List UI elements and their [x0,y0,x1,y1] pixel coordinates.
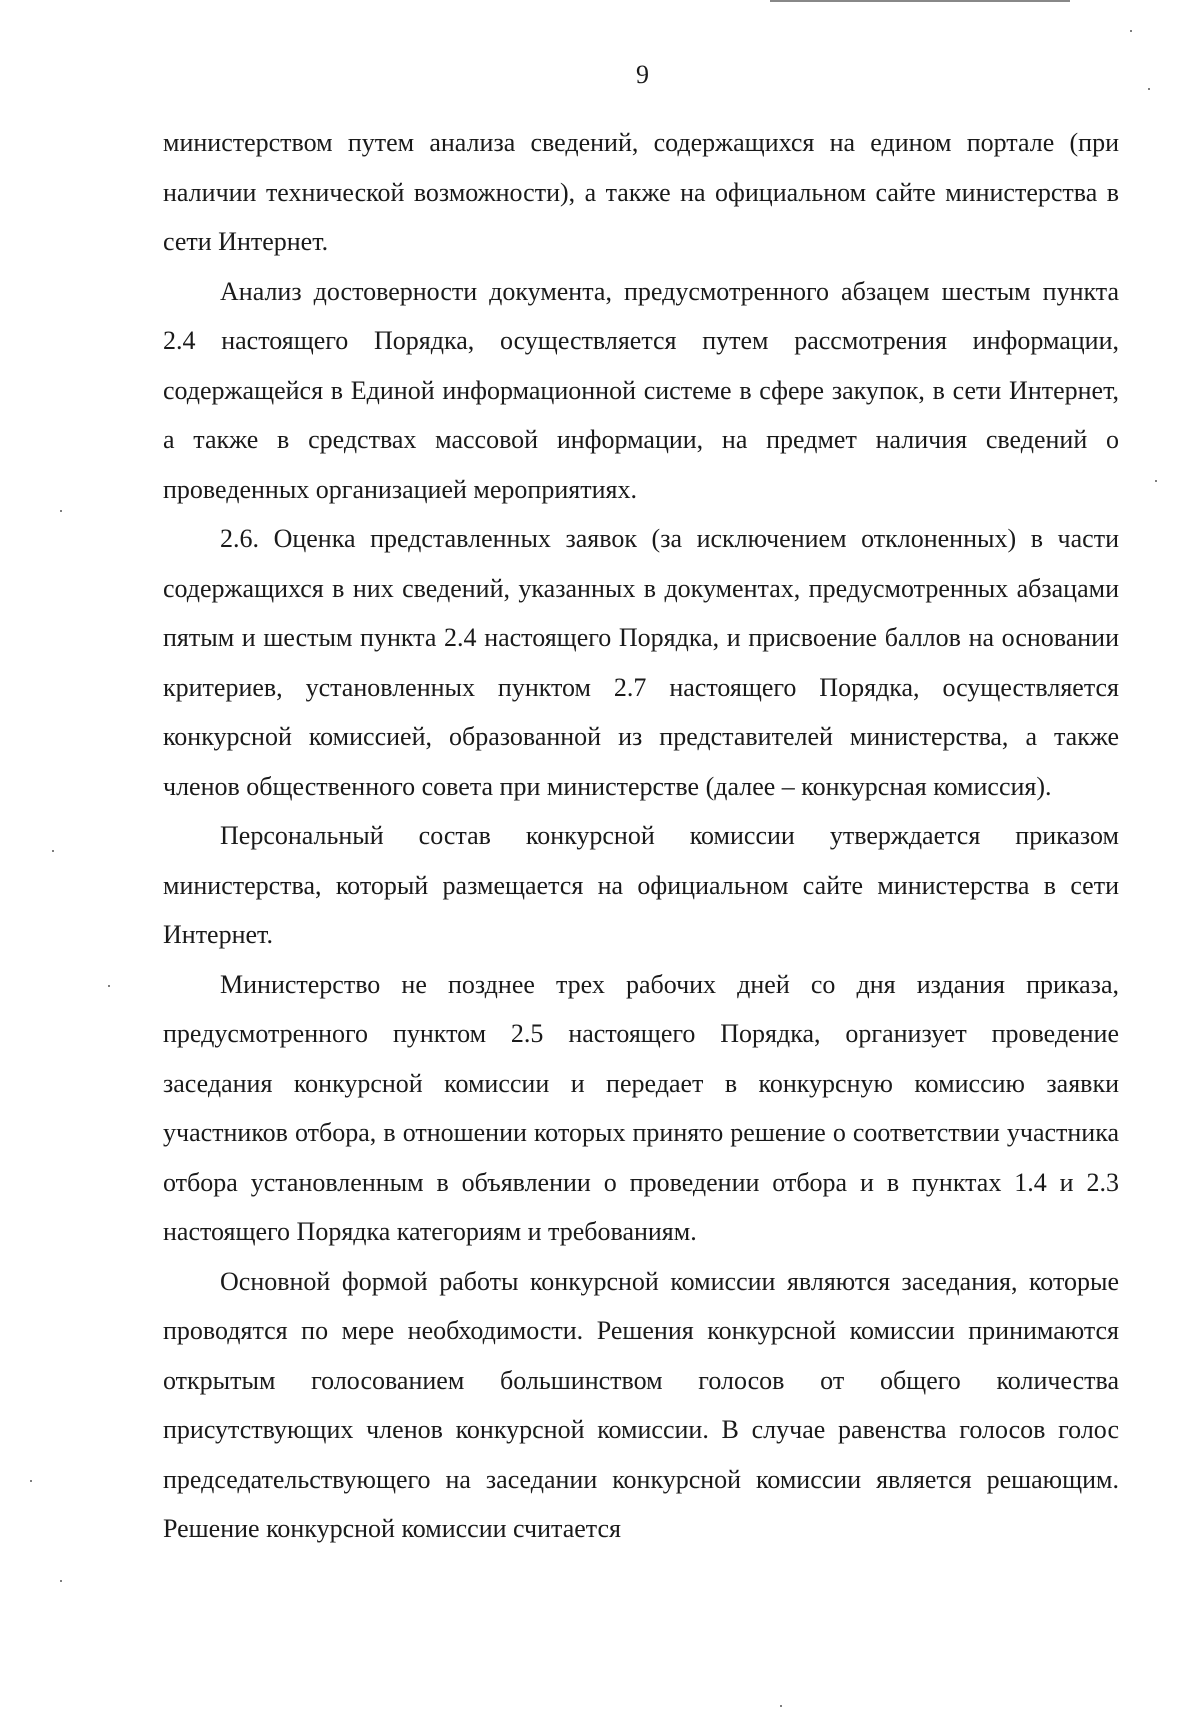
scan-speck [780,1705,782,1707]
scan-speck [60,510,62,512]
top-edge-rule [770,0,1070,2]
scan-speck [1148,88,1150,90]
scan-speck [52,850,54,852]
scan-speck [30,1480,32,1482]
paragraph-analysis: Анализ достоверности документа, предусмотренного абзацем шестым пункта 2.4 настоящего Порядка, осуществляется путем рассмотрения информации, содержащейся в Единой информационной системе в сфере закупок, в сети Интернет, а также в средствах массовой информации, на предмет наличия сведений о проведенных организацией мероприятиях. [163,276,1119,504]
scan-speck [108,985,110,987]
document-body [163,118,1119,1554]
scan-speck [1130,30,1132,32]
paragraph-continuation: министерством путем анализа сведений, содержащихся на едином портале (при наличии технической возможности), а также на официальном сайте министерства в сети Интернет. [163,128,1119,256]
paragraph-commission-composition: Персональный состав конкурсной комиссии утверждается приказом министерства, который размещается на официальном сайте министерства в сети Интернет. [163,821,1119,949]
paragraph-commission-meetings: Основной формой работы конкурсной комиссии являются заседания, которые проводятся по мере необходимости. Решения конкурсной комиссии принимаются открытым голосованием большинством голосов от общего количества присутствующих членов конкурсной комиссии. В случае равенства голосов голос председательствующего на заседании конкурсной комиссии является решающим. Решение конкурсной комиссии считается [163,1266,1119,1543]
paragraph-ministry-actions: Министерство не позднее трех рабочих дней со дня издания приказа, предусмотренного пунктом 2.5 настоящего Порядка, организует проведение заседания конкурсной комиссии и передает в конкурсную комиссию заявки участников отбора, в отношении которых принято решение о соответствии участника отбора установленным в объявлении о проведении отбора и в пунктах 1.4 и 2.3 настоящего Порядка категориям и требованиям. [163,969,1119,1246]
scan-speck [1155,480,1157,482]
scan-speck [60,1580,62,1582]
page-number: 9 [636,60,649,89]
paragraph-2-6: 2.6. Оценка представленных заявок (за исключением отклоненных) в части содержащихся в них сведений, указанных в документах, предусмотренных абзацами пятым и шестым пункта 2.4 настоящего Порядка, и присвоение баллов на основании критериев, установленных пунктом 2.7 настоящего Порядка, осуществляется конкурсной комиссией, образованной из представителей министерства, а также членов общественного совета при министерстве (далее – конкурсная комиссия). [163,524,1119,801]
